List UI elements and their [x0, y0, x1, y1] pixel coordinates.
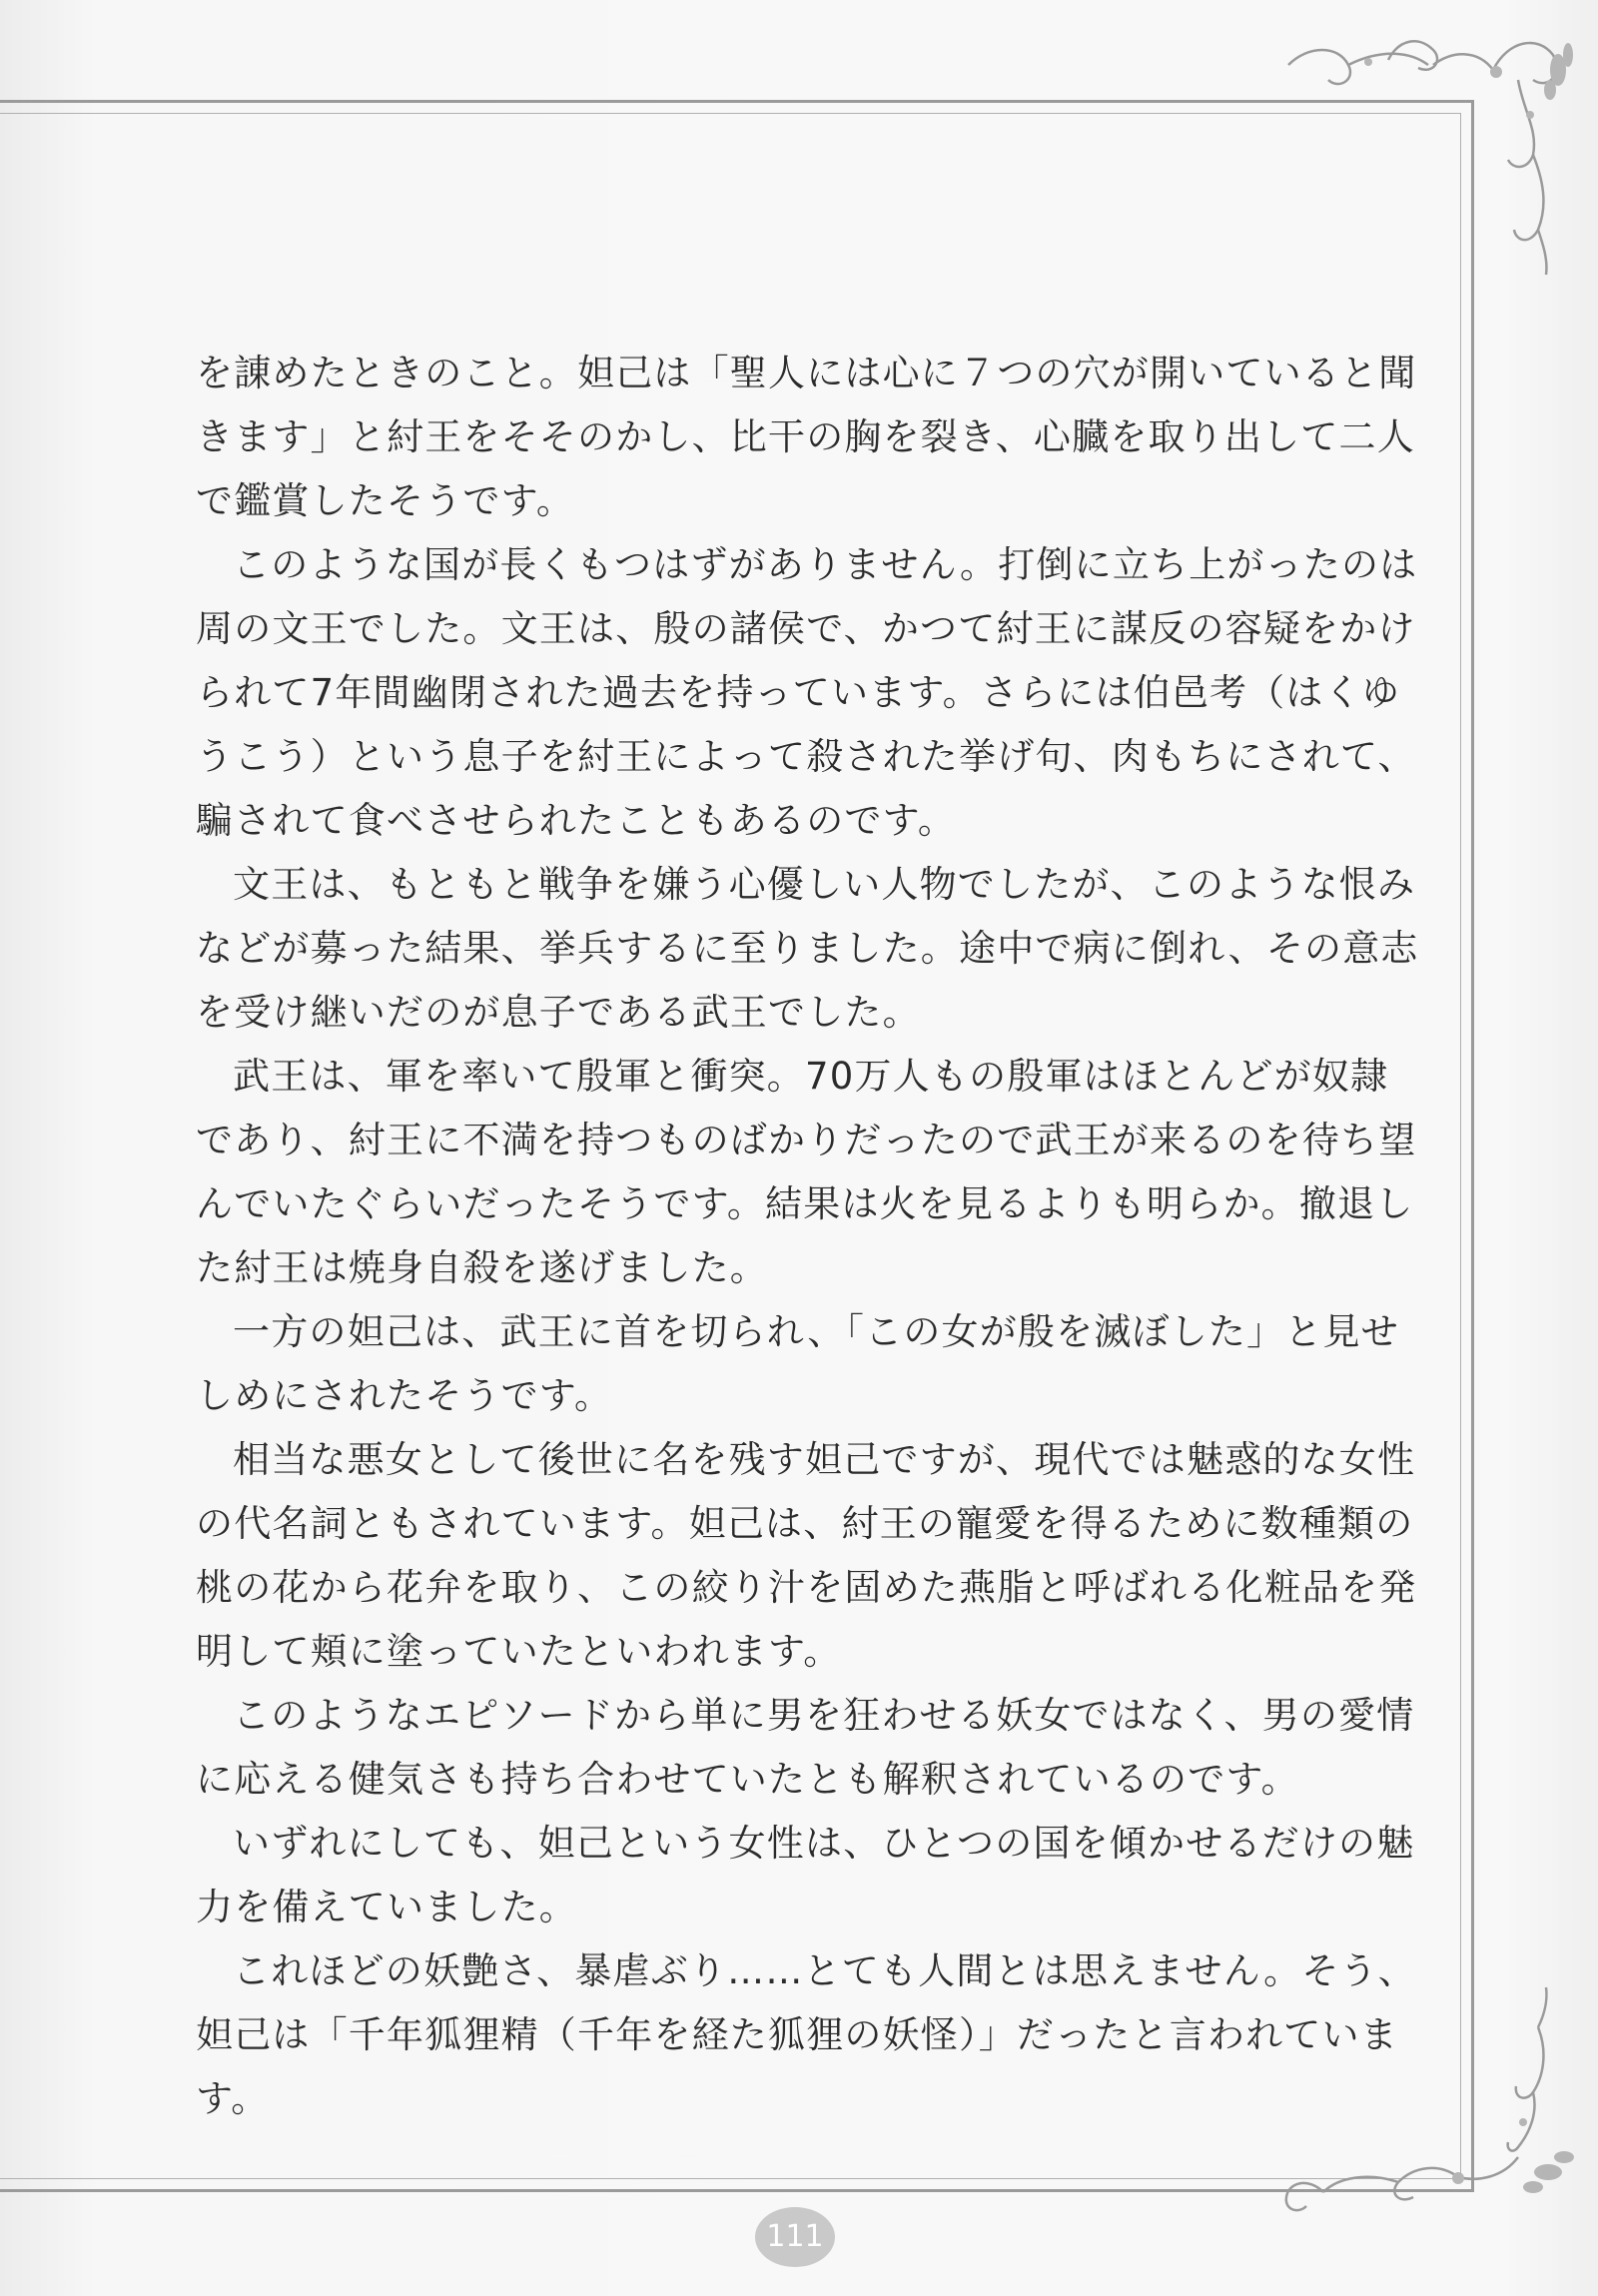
paragraph: 武王は、軍を率いて殷軍と衝突。70万人もの殷軍はほとんどが奴隷であり、紂王に不満を持つものばかりだったので武王が来るのを待ち望んでいたぐらいだったそうです。結果は火を見るよりも明らか。撤退した紂王は焼身自殺を遂げました。	[196, 1055, 1417, 1289]
paragraph: このようなエピソードから単に男を狂わせる妖女ではなく、男の愛情に応える健気さも持ち合わせていたとも解釈されているのです。	[196, 1694, 1415, 1801]
page-number: 111	[755, 2207, 835, 2267]
paragraph: を諌めたときのこと。妲己は「聖人には心に７つの穴が開いていると聞きます」と紂王をそそのかし、比干の胸を裂き、心臓を取り出して二人で鑑賞したそうです。	[196, 352, 1417, 522]
paragraph: 文王は、もともと戦争を嫌う心優しい人物でしたが、このような恨みなどが募った結果、挙兵するに至りました。途中で病に倒れ、その意志を受け継いだのが息子である武王でした。	[196, 863, 1419, 1034]
body-text	[196, 342, 1424, 2131]
paragraph: これほどの妖艶さ、暴虐ぶり……とても人間とは思えません。そう、妲己は「千年狐狸精（千年を経た狐狸の妖怪）」だったと言われています。	[196, 1949, 1416, 2120]
floral-corner-ornament-icon	[1268, 20, 1578, 280]
paragraph: いずれにしても、妲己という女性は、ひとつの国を傾かせるだけの魅力を備えていました。	[196, 1822, 1415, 1928]
paragraph: このような国が長くもつはずがありません。打倒に立ち上がったのは周の文王でした。文王は、殷の諸侯で、かつて紂王に謀反の容疑をかけられて7年間幽閉された過去を持っています。さらには伯邑考（はくゆうこう）という息子を紂王によって殺された挙げ句、肉もちにされて、騙されて食べさせられたこともあるのです。	[196, 543, 1418, 842]
paragraph: 一方の妲己は、武王に首を切られ、「この女が殷を滅ぼした」と見せしめにされたそうです。	[196, 1310, 1399, 1417]
paragraph: 相当な悪女として後世に名を残す妲己ですが、現代では魅惑的な女性の代名詞ともされています。妲己は、紂王の寵愛を得るために数種類の桃の花から花弁を取り、この絞り汁を固めた燕脂と呼ばれる化粧品を発明して頬に塗っていたといわれます。	[196, 1438, 1417, 1673]
